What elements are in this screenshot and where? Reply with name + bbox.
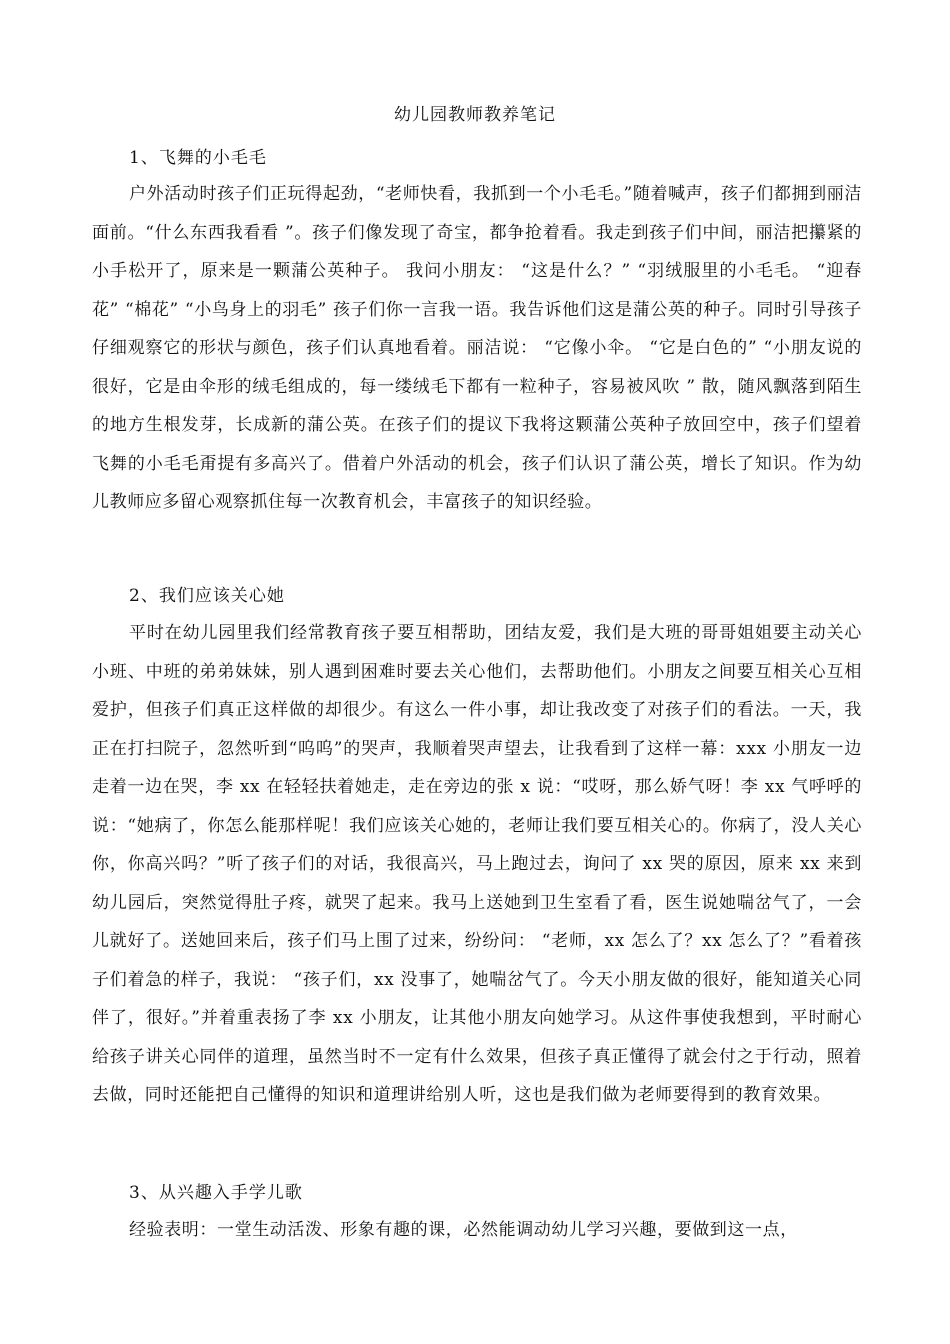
- section-2-body: [92, 614, 862, 1115]
- section-3-body: [92, 1211, 862, 1250]
- section-heading: 2、我们应该关心她: [129, 586, 285, 606]
- section-2-heading-block: [92, 581, 862, 611]
- section-paragraph: 平时在幼儿园里我们经常教育孩子要互相帮助，团结友爱，我们是大班的哥哥姐姐要主动关心小班、中班的弟弟妹妹，别人遇到困难时要去关心他们，去帮助他们。小朋友之间要互相关心互相爱护，但孩子们真正这样做的却很少。有这么一件小事，却让我改变了对孩子们的看法。一天，我正在打扫院子，忽然听到“呜呜”的哭声，我顺着哭声望去，让我看到了这样一幕：xxx 小朋友一边走着一边在哭，李 xx 在轻轻扶着她走，走在旁边的张 x 说：“哎呀，那么娇气呀！李 xx 气呼呼的说：“她病了，你怎么能那样呢！我们应该关心她的，老师让我们要互相关心的。你病了，没人关心你，你高兴吗？”听了孩子们的对话，我很高兴，马上跑过去，询问了 xx 哭的原因，原来 xx 来到幼儿园后，突然觉得肚子疼，就哭了起来。我马上送她到卫生室看了看，医生说她喘岔气了，一会儿就好了。送她回来后，孩子们马上围了过来，纷纷问： “老师，xx 怎么了？xx 怎么了？”看着孩子们着急的样子，我说： “孩子们，xx 没事了，她喘岔气了。今天小朋友做的很好，能知道关心同伴了，很好。”并着重表扬了李 xx 小朋友，让其他小朋友向她学习。从这件事使我想到，平时耐心给孩子讲关心同伴的道理，虽然当时不一定有什么效果，但孩子真正懂得了就会付之于行动，照着去做，同时还能把自己懂得的知识和道理讲给别人听，这也是我们做为老师要得到的教育效果。: [92, 623, 862, 1105]
- section-paragraph: 户外活动时孩子们正玩得起劲，“老师快看，我抓到一个小毛毛。”随着喊声，孩子们都拥到丽洁面前。“什么东西我看看 ”。孩子们像发现了奇宝，都争抢着看。我走到孩子们中间，丽洁把攥紧的小手松开了，原来是一颗蒲公英种子。 我问小朋友： “这是什么？” “羽绒服里的小毛毛。 “迎春花” “棉花” “小鸟身上的羽毛” 孩子们你一言我一语。我告诉他们这是蒲公英的种子。同时引导孩子仔细观察它的形状与颜色，孩子们认真地看着。丽洁说： “它像小伞。 “它是白色的” “小朋友说的很好，它是由伞形的绒毛组成的，每一缕绒毛下都有一粒种子，容易被风吹 ” 散，随风飘落到陌生的地方生根发芽，长成新的蒲公英。在孩子们的提议下我将这颗蒲公英种子放回空中，孩子们望着飞舞的小毛毛甭提有多高兴了。借着户外活动的机会，孩子们认识了蒲公英，增长了知识。作为幼儿教师应多留心观察抓住每一次教育机会，丰富孩子的知识经验。: [92, 184, 862, 512]
- section-paragraph: 经验表明：一堂生动活泼、形象有趣的课，必然能调动幼儿学习兴趣，要做到这一点，: [129, 1220, 798, 1240]
- document-title: 幼儿园教师教养笔记: [394, 105, 556, 125]
- section-1-heading-block: [92, 143, 862, 173]
- section-heading: 3、从兴趣入手学儿歌: [129, 1183, 303, 1203]
- section-3-heading-block: [92, 1178, 862, 1208]
- section-1-body: [92, 175, 862, 522]
- section-heading: 1、飞舞的小毛毛: [129, 148, 267, 168]
